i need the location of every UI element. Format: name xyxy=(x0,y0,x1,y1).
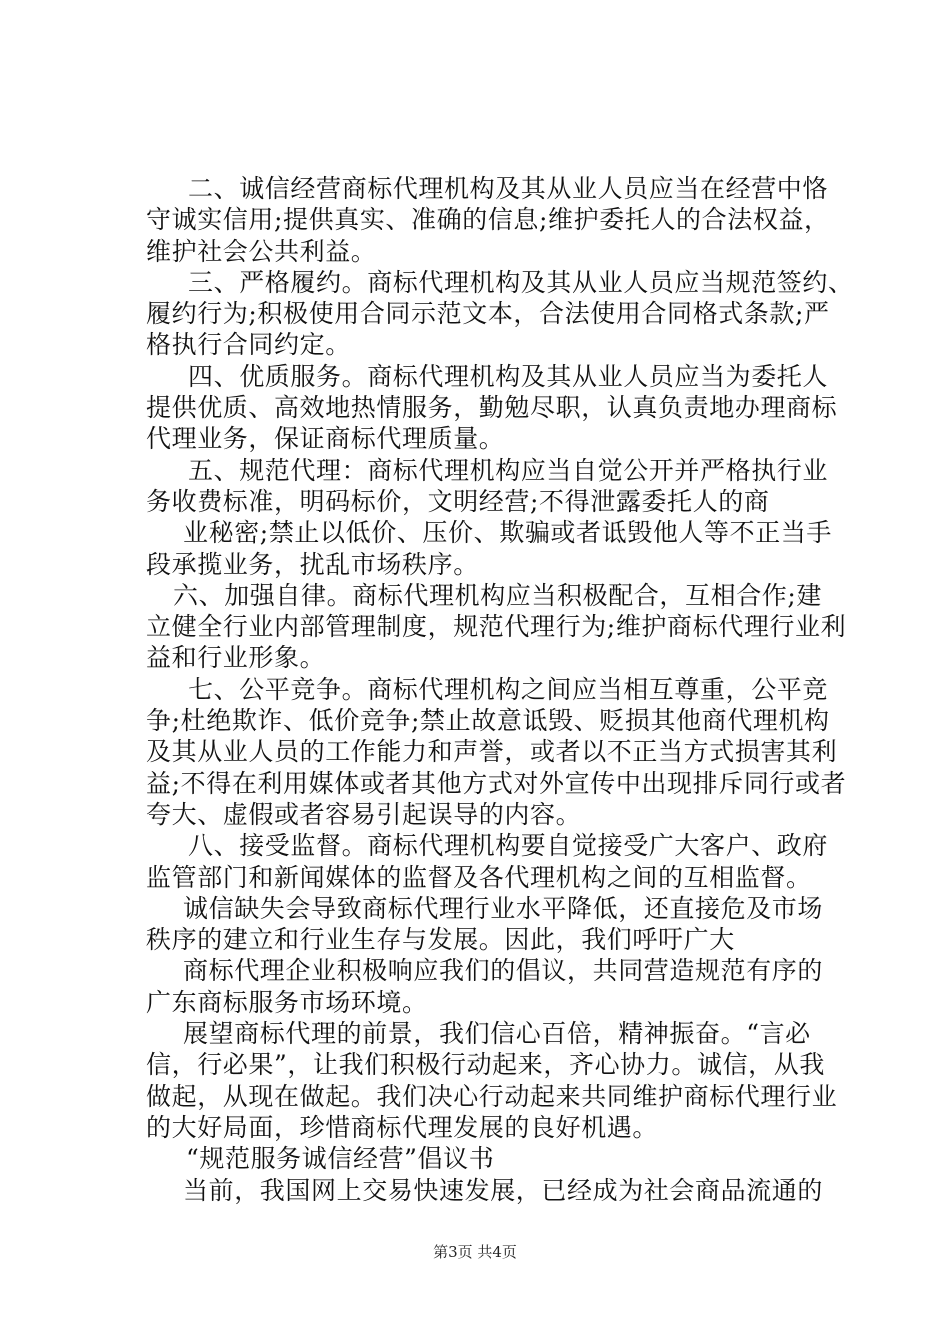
text-line: 争;杜绝欺诈、低价竞争;禁止故意诋毁、贬损其他商代理机构 xyxy=(146,706,830,736)
text-line: 二、诚信经营商标代理机构及其从业人员应当在经营中恪 xyxy=(188,174,829,203)
text-line: 秩序的建立和行业生存与发展。因此，我们呼吁广大 xyxy=(146,925,735,955)
text-line: 做起，从现在做起。我们决心行动起来共同维护商标代理行业 xyxy=(146,1081,838,1111)
text-line: 诚信缺失会导致商标代理行业水平降低，还直接危及市场 xyxy=(183,893,824,923)
text-line: 格执行合同约定。 xyxy=(146,330,351,360)
text-line: 务收费标准，明码标价，文明经营;不得泄露委托人的商 xyxy=(146,486,770,516)
text-line: 五、规范代理：商标代理机构应当自觉公开并严格执行业 xyxy=(188,455,829,485)
text-line: 当前，我国网上交易快速发展，已经成为社会商品流通的 xyxy=(183,1175,824,1205)
text-line: 三、严格履约。商标代理机构及其从业人员应当规范签约、 xyxy=(188,267,854,297)
text-line: 展望商标代理的前景，我们信心百倍，精神振奋。“言必 xyxy=(183,1019,811,1049)
text-line: 提供优质、高效地热情服务，勤勉尽职，认真负责地办理商标 xyxy=(146,393,838,423)
text-line: 监管部门和新闻媒体的监督及各代理机构之间的互相监督。 xyxy=(146,862,812,892)
text-line: 及其从业人员的工作能力和声誉，或者以不正当方式损害其利 xyxy=(146,737,838,767)
text-line: 信，行必果”，让我们积极行动起来，齐心协力。诚信，从我 xyxy=(146,1050,825,1080)
text-line: 四、优质服务。商标代理机构及其从业人员应当为委托人 xyxy=(188,361,829,391)
text-line: 守诚实信用;提供真实、准确的信息;维护委托人的合法权益， xyxy=(146,205,830,235)
text-line: 夸大、虚假或者容易引起误导的内容。 xyxy=(146,799,582,829)
text-line: 段承揽业务，扰乱市场秩序。 xyxy=(146,549,479,579)
text-line: 广东商标服务市场环境。 xyxy=(146,987,428,1017)
text-line: 六、加强自律。商标代理机构应当积极配合，互相合作;建 xyxy=(173,580,823,610)
text-line: 商标代理企业积极响应我们的倡议，共同营造规范有序的 xyxy=(183,956,824,986)
text-line: 七、公平竞争。商标代理机构之间应当相互尊重，公平竞 xyxy=(188,674,829,704)
page-number-footer: 第3页 共4页 xyxy=(433,1243,517,1261)
text-line: 立健全行业内部管理制度，规范代理行为;维护商标代理行业利 xyxy=(146,612,847,642)
section-heading: “规范服务诚信经营”倡议书 xyxy=(186,1144,495,1174)
document-body xyxy=(146,173,854,1206)
text-line: 业秘密;禁止以低价、压价、欺骗或者诋毁他人等不正当手 xyxy=(183,518,833,548)
text-line: 八、接受监督。商标代理机构要自觉接受广大客户、政府 xyxy=(188,831,829,861)
text-line: 维护社会公共利益。 xyxy=(146,236,377,266)
text-line: 的大好局面，珍惜商标代理发展的良好机遇。 xyxy=(146,1112,659,1142)
text-line: 益和行业形象。 xyxy=(146,643,326,673)
text-line: 代理业务，保证商标代理质量。 xyxy=(146,424,505,454)
text-line: 益;不得在利用媒体或者其他方式对外宣传中出现排斥同行或者 xyxy=(146,768,847,798)
text-line: 履约行为;积极使用合同示范文本，合法使用合同格式条款;严 xyxy=(146,299,830,329)
